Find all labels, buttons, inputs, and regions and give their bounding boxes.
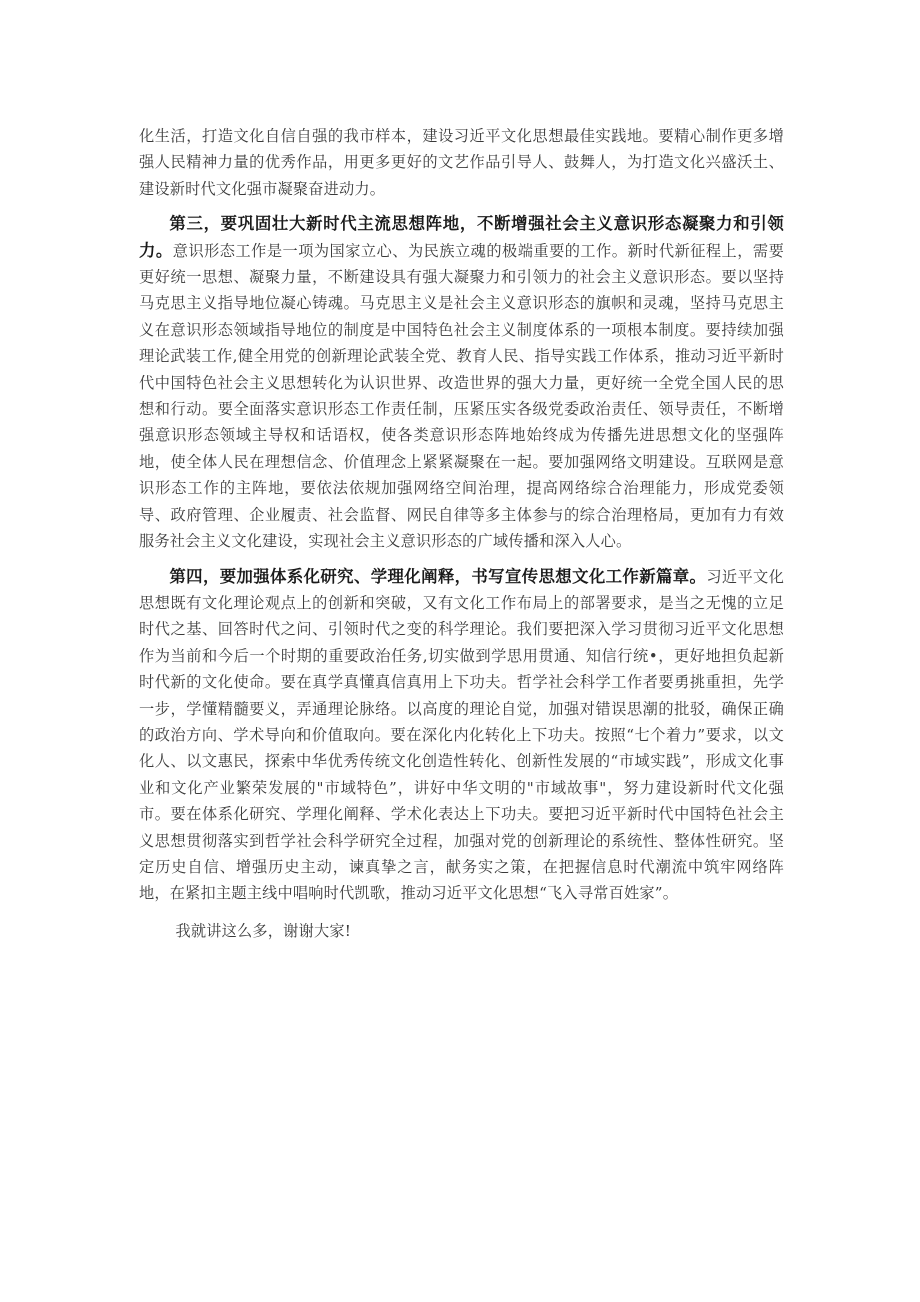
- paragraph-text: 化生活，打造文化自信自强的我市样本，建设习近平文化思想最佳实践地。要精心制作更多增强人民精神力量的优秀作品，用更多更好的文艺作品引导人、鼓舞人，为打造文化兴盛沃土、建设新时代文化强市凝聚奋进动力。: [139, 127, 784, 198]
- paragraph-third-point: [139, 211, 784, 554]
- paragraph-text: 习近平文化思想既有文化理论观点上的创新和突破，又有文化工作布局上的部署要求，是当之无愧的立足时代之基、回答时代之问、引领时代之变的科学理论。我们要把深入学习贯彻习近平文化思想作为当前和今后一个时期的重要政治任务,切实做到学思用贯通、知信行统•，更好地担负起新时代新的文化使命。要在真学真懂真信真用上下功夫。哲学社会科学工作者要勇挑重担，先学一步，学懂精髓要义，弄通理论脉络。以高度的理论自觉，加强对错误思潮的批驳，确保正确的政治方向、学术导向和价值取向。要在深化内化转化上下功夫。按照“七个着力”要求，以文化人、以文惠民，探索中华优秀传统文化创造性转化、创新性发展的“市域实践”，形成文化事业和文化产业繁荣发展的"市域特色”，讲好中华文明的"市域故事"，努力建设新时代文化强市。要在体系化研究、学理化阐释、学术化表达上下功夫。要把习近平新时代中国特色社会主义思想贯彻落实到哲学社会科学研究全过程，加强对党的创新理论的系统性、整体性研究。坚定历史自信、增强历史主动，谏真挚之言，献务实之策，在把握信息时代潮流中筑牢网络阵地，在紧扣主题主线中唱响时代凯歌，推动习近平文化思想“飞入寻常百姓家”。: [139, 567, 785, 903]
- paragraph-heading: 第三，要巩固壮大新时代主流思想阵地，不断增强社会主义意识形态凝聚力和引领力。: [139, 214, 784, 260]
- paragraph-heading: 第四，要加强体系化研究、学理化阐释，书写宣传思想文化工作新篇章。: [169, 566, 707, 586]
- paragraph-fourth-point: [139, 564, 784, 907]
- paragraph-text: 意识形态工作是一项为国家立心、为民族立魂的极端重要的工作。新时代新征程上，需要更好统一思想、凝聚力量，不断建设具有强大凝聚力和引领力的社会主义意识形态。要以坚持马克思主义指导地位凝心铸魂。马克思主义是社会主义意识形态的旗帜和灵魂，坚持马克思主义在意识形态领域指导地位的制度是中国特色社会主义制度体系的一项根本制度。要持续加强理论武装工作,健全用党的创新理论武装全党、教育人民、指导实践工作体系，推动习近平新时代中国特色社会主义思想转化为认识世界、改造世界的强大力量，更好统一全党全国人民的思想和行动。要全面落实意识形态工作责任制，压紧压实各级党委政治责任、领导责任，不断增强意识形态领域主导权和话语权，使各类意识形态阵地始终成为传播先进思想文化的坚强阵地，使全体人民在理想信念、价值理念上紧紧凝聚在一起。要加强网络文明建设。互联网是意识形态工作的主阵地，要依法依规加强网络空间治理，提高网络综合治理能力，形成党委领导、政府管理、企业履责、社会监督、网民自律等多主体参与的综合治理格局，更加有力有效服务社会主义文化建设，实现社会主义意识形态的广域传播和深入人心。: [139, 241, 784, 551]
- paragraph-continuation: [139, 123, 784, 202]
- closing-remark: [139, 918, 784, 944]
- closing-text: 我就讲这么多，谢谢大家!: [175, 921, 352, 940]
- document-page: [139, 123, 784, 944]
